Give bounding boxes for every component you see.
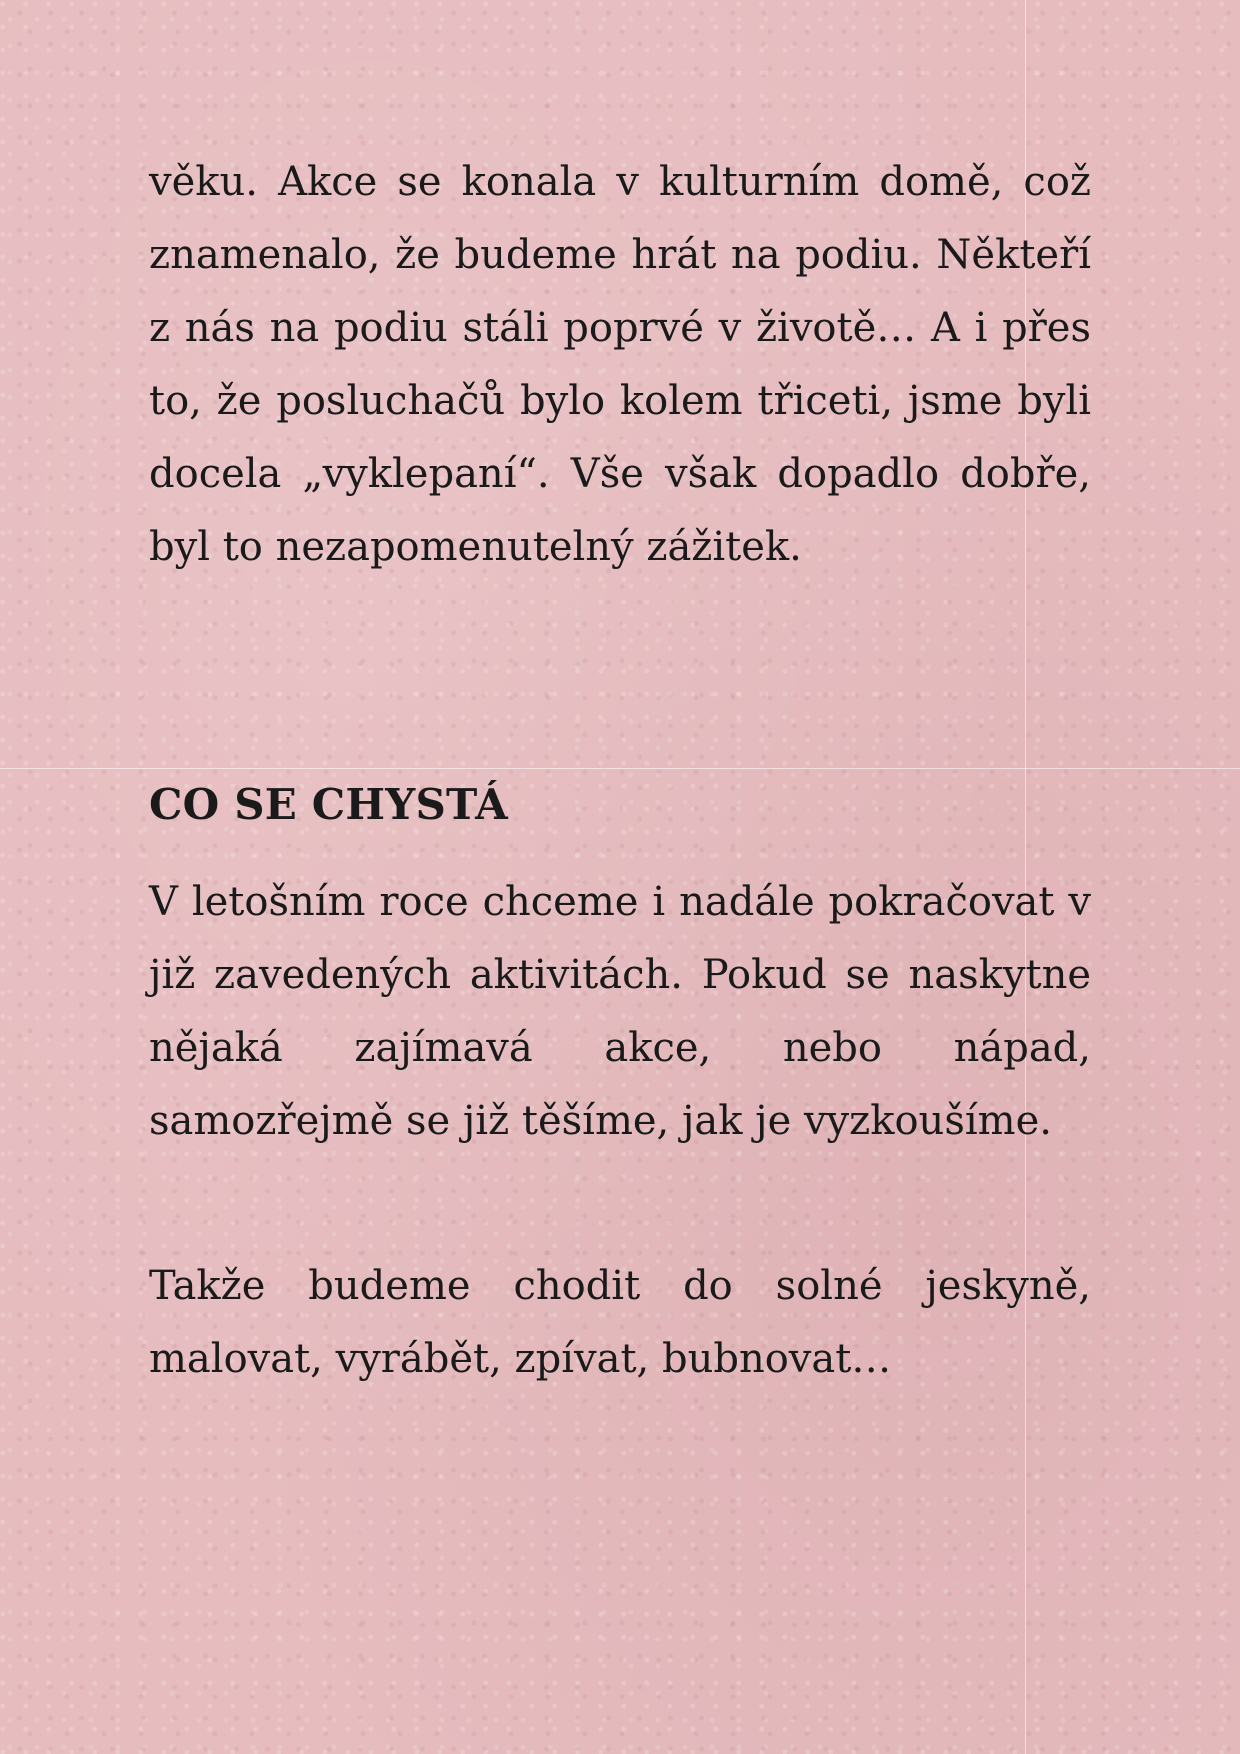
body-paragraph-1 (149, 146, 1091, 584)
section-heading: CO SE CHYSTÁ (149, 780, 508, 829)
body-paragraph-3 (149, 1250, 1091, 1396)
paragraph-text: Takže budeme chodit do solné jeskyně, malovat, vyrábět, zpívat, bubnovat… (149, 1263, 1091, 1382)
paper-fold-horizontal (0, 768, 1240, 769)
paragraph-text: věku. Akce se konala v kulturním domě, což znamenalo, že budeme hrát na podiu. Někteří z nás na podiu stáli poprvé v životě… A i přes to, že posluchačů bylo kolem třiceti, jsme byli docela „vyklepaní“. Vše však dopadlo dobře, byl to nezapomenutelný zážitek. (149, 159, 1091, 570)
paragraph-text: V letošním roce chceme i nadále pokračovat v již zavedených aktivitách. Pokud se naskytne nějaká zajímavá akce, nebo nápad, samozřejmě se již těšíme, jak je vyzkoušíme. (149, 879, 1091, 1144)
body-paragraph-2 (149, 866, 1091, 1158)
